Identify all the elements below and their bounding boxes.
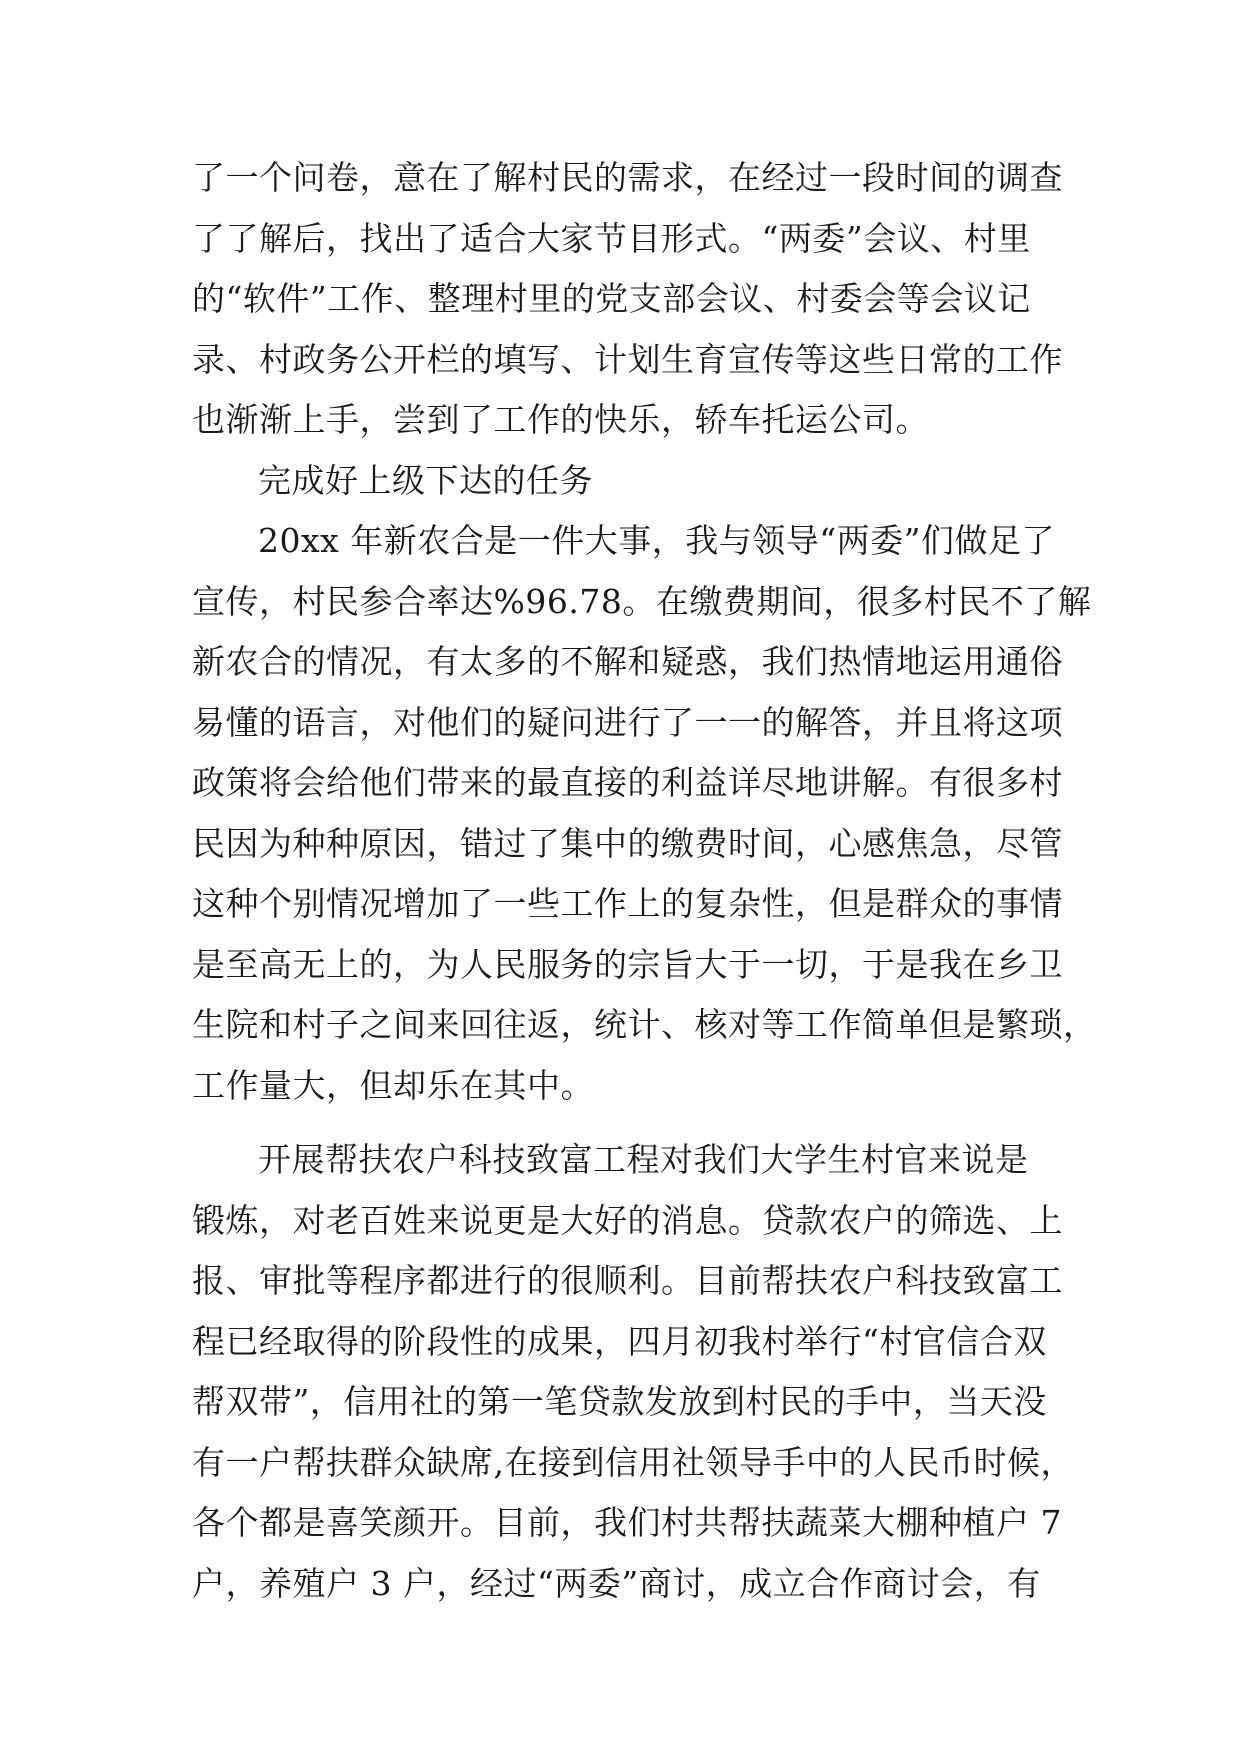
text-line: 有一户帮扶群众缺席,在接到信用社领导手中的人民币时候， bbox=[192, 1442, 1074, 1482]
text-line: 生院和村子之间来回往返，统计、核对等工作简单但是繁琐， bbox=[192, 1005, 1097, 1044]
text-line: 是至高无上的，为人民服务的宗旨大于一切，于是我在乡卫 bbox=[192, 944, 1063, 984]
paragraph-start: 开展帮扶农户科技致富工程对我们大学生村官来说是 bbox=[258, 1140, 1029, 1179]
text-line: 锻炼，对老百姓来说更是大好的消息。贷款农户的筛选、上 bbox=[192, 1200, 1063, 1240]
text-line: 也渐渐上手，尝到了工作的快乐，轿车托运公司。 bbox=[192, 400, 929, 439]
text-line: 这种个别情况增加了一些工作上的复杂性，但是群众的事情 bbox=[192, 884, 1063, 923]
text-line: 各个都是喜笑颜开。目前，我们村共帮扶蔬菜大棚种植户 7 bbox=[192, 1503, 1062, 1542]
document-page bbox=[192, 148, 1097, 1614]
text-line: 报、审批等程序都进行的很顺利。目前帮扶农户科技致富工 bbox=[192, 1261, 1063, 1300]
text-line: 帮双带”，信用社的第一笔贷款发放到村民的手中，当天没 bbox=[192, 1382, 1047, 1421]
text-line: 了了解后，找出了适合大家节目形式。“两委”会议、村里 bbox=[192, 218, 1031, 258]
text-line: 宣传，村民参合率达%96.78。在缴费期间，很多村民不了解 bbox=[192, 581, 1092, 621]
text-line: 录、村政务公开栏的填写、计划生育宣传等这些日常的工作 bbox=[192, 339, 1063, 379]
text-line: 民因为种种原因，错过了集中的缴费时间，心感焦急，尽管 bbox=[192, 823, 1063, 863]
text-line: 易懂的语言，对他们的疑问进行了一一的解答，并且将这项 bbox=[192, 702, 1063, 742]
paragraph-start: 20xx 年新农合是一件大事，我与领导“两委”们做足了 bbox=[258, 521, 1055, 560]
text-line: 程已经取得的阶段性的成果，四月初我村举行“村官信合双 bbox=[192, 1321, 1047, 1361]
text-line: 户，养殖户 3 户，经过“两委”商讨，成立合作商讨会，有 bbox=[192, 1563, 1041, 1603]
text-line: 工作量大，但却乐在其中。 bbox=[192, 1065, 594, 1105]
text-line: 的“软件”工作、整理村里的党支部会议、村委会等会议记 bbox=[192, 279, 1031, 318]
text-line: 新农合的情况，有太多的不解和疑惑，我们热情地运用通俗 bbox=[192, 642, 1063, 681]
text-line: 了一个问卷，意在了解村民的需求，在经过一段时间的调查 bbox=[192, 158, 1063, 197]
section-heading: 完成好上级下达的任务 bbox=[258, 460, 593, 500]
text-line: 政策将会给他们带来的最直接的利益详尽地讲解。有很多村 bbox=[192, 763, 1063, 802]
